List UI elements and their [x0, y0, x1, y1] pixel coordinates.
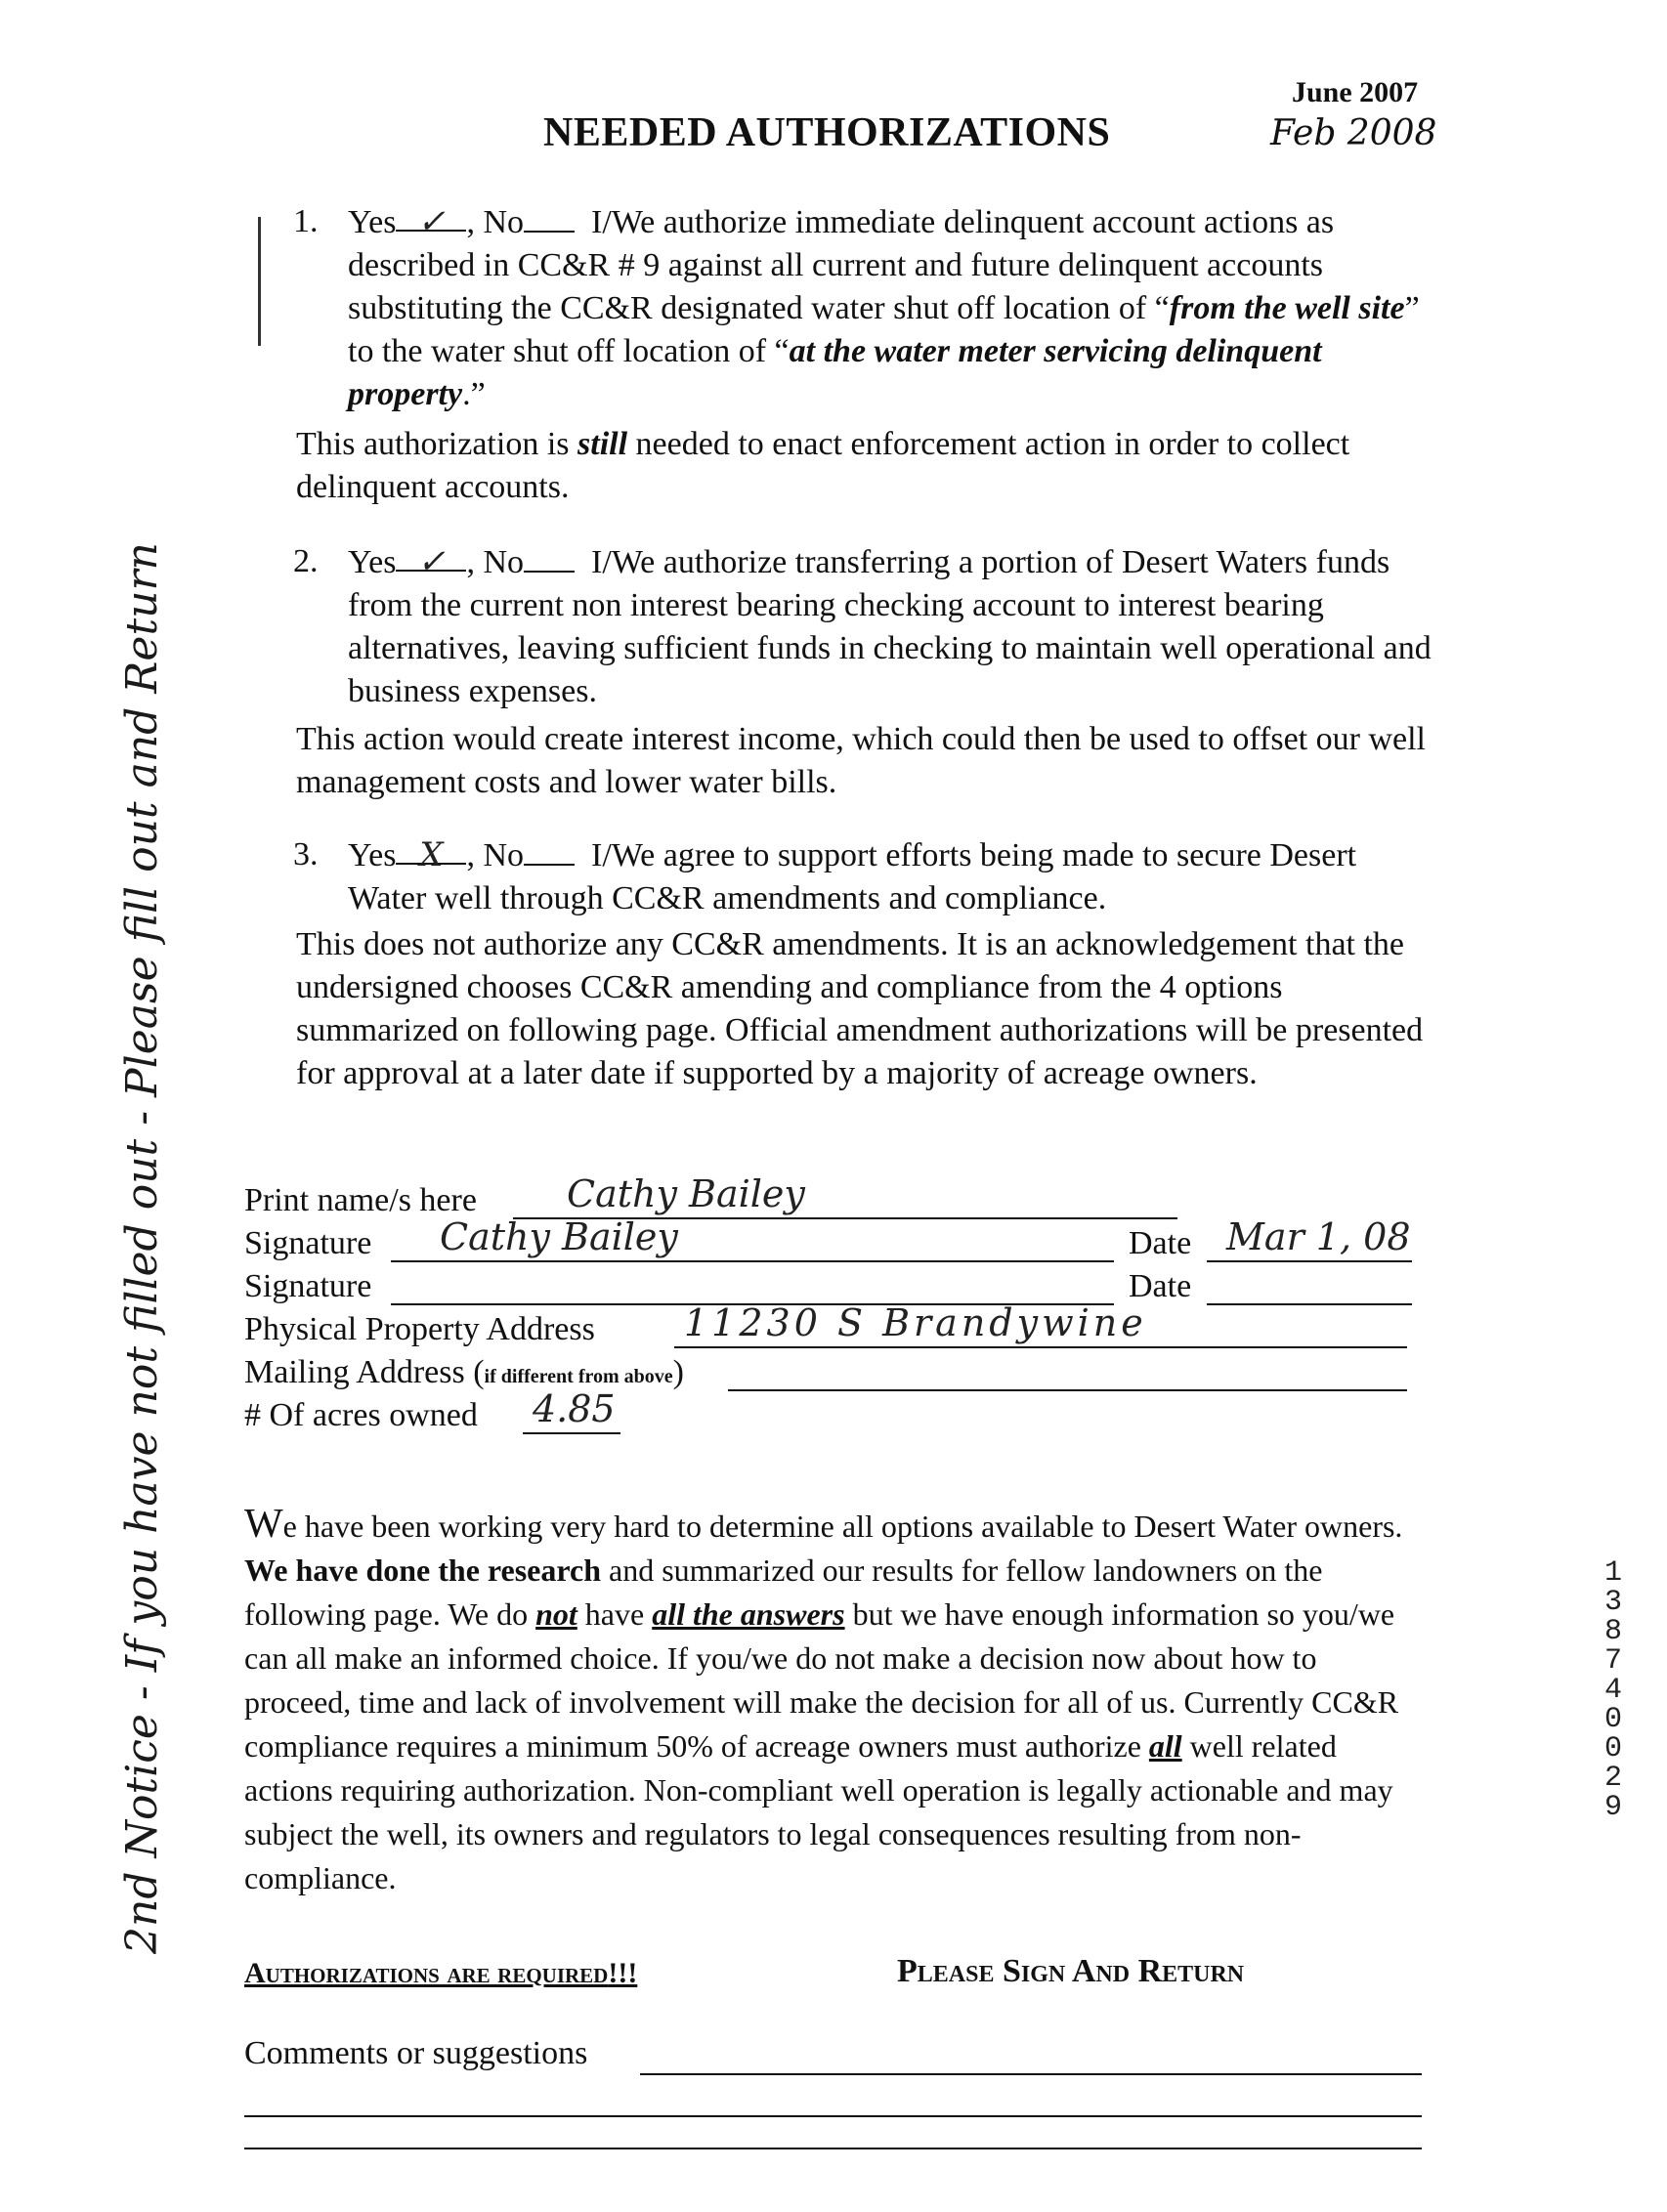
mailing-address-field[interactable]	[728, 1354, 1407, 1391]
acres-value: 4.85	[533, 1387, 616, 1430]
comments-field-line-3[interactable]	[244, 2148, 1422, 2149]
bates-number: 138740029	[1604, 1556, 1623, 1824]
signature-2-field[interactable]	[391, 1268, 1114, 1305]
no-label: , No	[466, 204, 525, 240]
item-number: 3.	[293, 836, 319, 872]
no-field[interactable]	[524, 834, 575, 866]
signature-row	[244, 1215, 1412, 1268]
print-name-label: Print name/s here	[244, 1182, 477, 1218]
mailing-address-row: Mailing Address (if different from above)	[244, 1354, 1412, 1397]
no-field[interactable]	[524, 201, 575, 233]
property-address-value: 11230 S Brandywine	[684, 1301, 1147, 1344]
yes-label: Yes	[348, 837, 397, 873]
yes-field[interactable]: ✓	[396, 200, 466, 232]
sign-and-return: Please Sign And Return	[897, 1953, 1245, 1989]
yes-field[interactable]: ✓	[396, 540, 466, 572]
signature-value: Cathy Bailey	[440, 1215, 678, 1258]
page-title: NEEDED AUTHORIZATIONS	[543, 110, 1111, 155]
signature-2-label: Signature	[244, 1268, 372, 1304]
signature-label: Signature	[244, 1225, 372, 1261]
signature-form	[244, 1172, 1412, 1440]
authorization-item-2: 2. Yes ✓ , No I/We authorize transferring a portion of Desert Waters funds from the current non interest bearing checking account to interest bearing alternatives, leaving sufficient funds in checking to maintain well operational and business expenses.	[293, 540, 1436, 713]
item-3-note: This does not authorize any CC&R amendments. It is an acknowledgement that the undersigned chooses CC&R amending and compliance from the 4 options summarized on following page. Official amendment authorizations will be presented for approval at a later date if supported by a majority of acreage owners.	[296, 926, 1424, 1091]
no-label: , No	[466, 837, 525, 873]
property-address-label: Physical Property Address	[244, 1311, 595, 1347]
comments-field[interactable]	[640, 2073, 1422, 2075]
comments-label: Comments or suggestions	[244, 2035, 588, 2071]
acres-label: # Of acres owned	[244, 1397, 478, 1433]
mailing-address-note: if different from above	[484, 1366, 673, 1387]
authorizations-required: Authorizations are required!!!	[244, 1957, 638, 1989]
handwritten-date: Feb 2008	[1270, 113, 1437, 153]
mailing-address-label: Mailing Address (	[244, 1354, 485, 1390]
acres-row	[244, 1387, 1412, 1440]
item-number: 2.	[293, 543, 319, 579]
print-name-value: Cathy Bailey	[567, 1172, 805, 1215]
handwritten-margin-note: 2nd Notice - If you have not filled out - Please fill out and Return	[117, 542, 167, 1954]
item-number: 1.	[293, 203, 319, 239]
printed-date: June 2007	[1292, 76, 1419, 108]
yes-field[interactable]: X	[396, 833, 466, 865]
date-label: Date	[1129, 1225, 1192, 1261]
no-field[interactable]	[524, 541, 575, 573]
explanation-paragraph: We have been working very hard to determine all options available to Desert Water owners. We have done the research and summarized our results for fellow landowners on the following page. We do not have all the answers but we have enough information so you/we can all make an informed choice. If you/we do not make a decision now about how to proceed, time and lack of involvement will make the decision for all of us. Currently CC&R compliance requires a minimum 50% of acreage owners must authorize all well related actions requiring authorization. Non-compliant well operation is legally actionable and may subject the well, its owners and regulators to legal consequences resulting from non-compliance.	[244, 1502, 1403, 1895]
authorization-item-1: 1. Yes ✓ , No I/We authorize immediate delinquent account actions as described in CC&R # 9 against all current and future delinquent accounts substituting the CC&R designated water shut off location of “from the well site” to the water shut off location of “at the water meter servicing delinquent property.”	[293, 200, 1436, 416]
margin-mark	[258, 217, 261, 346]
date-2-field[interactable]	[1207, 1268, 1412, 1305]
date-value: Mar 1, 08	[1226, 1215, 1411, 1258]
property-address-row	[244, 1301, 1412, 1354]
item-2-note: This action would create interest income, which could then be used to offset our well management costs and lower water bills.	[296, 721, 1426, 800]
authorization-item-3: 3. Yes X , No I/We agree to support efforts being made to secure Desert Water well through CC&R amendments and compliance.	[293, 833, 1436, 920]
date-2-label: Date	[1129, 1268, 1192, 1304]
no-label: , No	[466, 544, 525, 580]
yes-label: Yes	[348, 204, 397, 240]
item-1-note: This authorization is still needed to enact enforcement action in order to collect delinquent accounts.	[296, 426, 1350, 505]
yes-label: Yes	[348, 544, 397, 580]
comments-field-line-2[interactable]	[244, 2115, 1422, 2117]
